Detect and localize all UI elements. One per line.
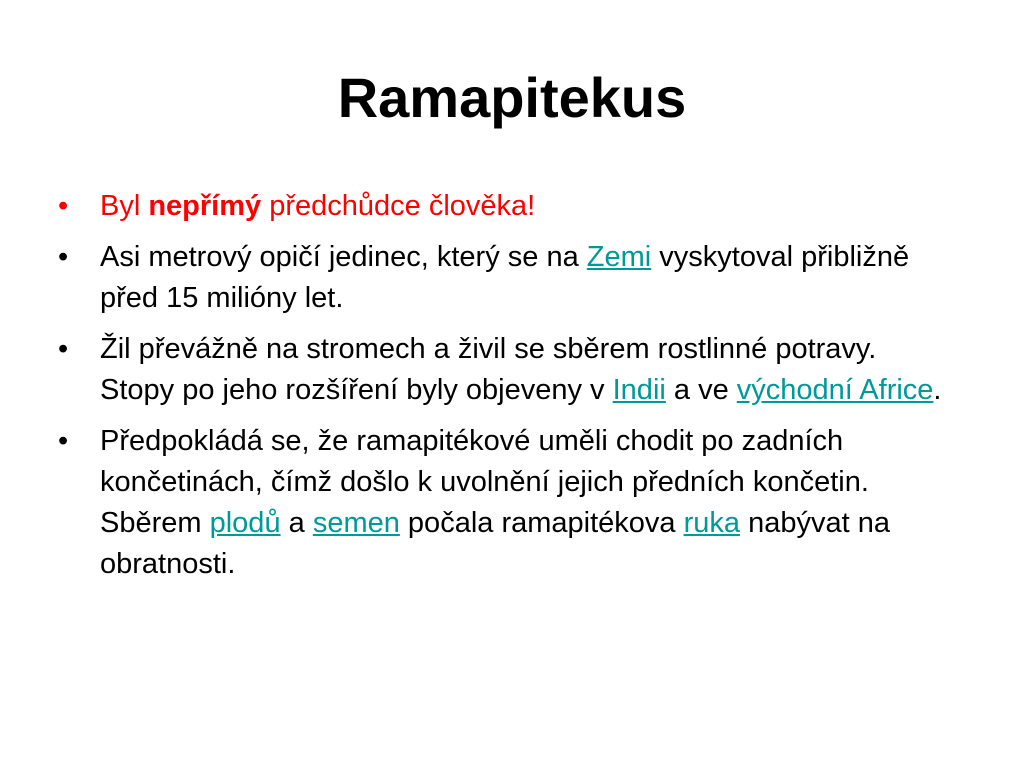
- bullet-text: a: [280, 507, 313, 539]
- bullet-text: Byl: [100, 190, 149, 222]
- bullet-item-2: [58, 237, 958, 319]
- bullet-list: [58, 186, 958, 595]
- bullet-text: počala ramapitékova: [399, 507, 684, 539]
- bullet-text: a ve: [665, 374, 737, 406]
- bullet-text: předchůdce člověka!: [261, 190, 536, 222]
- bullet-text: Asi metrový opičí jedinec, který se na: [100, 241, 587, 273]
- link-plodu[interactable]: plodů: [209, 507, 281, 539]
- bullet-item-4: [58, 421, 958, 585]
- bullet-text: Předpokládá se, že ramapitékové uměli chodit po zadních končetinách, čímž došlo k uvolnění jejich předních končetin. Sběrem: [100, 425, 869, 539]
- link-vychodni-africe[interactable]: východní Africe: [736, 374, 934, 406]
- bullet-text: nabývat na obratnosti.: [100, 507, 890, 580]
- slide-title: Ramapitekus: [337, 66, 687, 129]
- bold-emphasis: nepřímý: [148, 190, 262, 222]
- link-indii[interactable]: Indii: [612, 374, 666, 406]
- bullet-text: vyskytoval přibližně před 15 milióny let.: [100, 241, 910, 314]
- bullet-item-3: [58, 329, 958, 411]
- bullet-text: Žil převážně na stromech a živil se sběrem rostlinné potravy. Stopy po jeho rozšíření byly objeveny v: [100, 333, 877, 406]
- link-semen[interactable]: semen: [312, 507, 400, 539]
- bullet-text: .: [933, 374, 942, 406]
- link-ruka[interactable]: ruka: [683, 507, 741, 539]
- link-zemi[interactable]: Zemi: [586, 241, 652, 273]
- bullet-item-1: [58, 186, 958, 227]
